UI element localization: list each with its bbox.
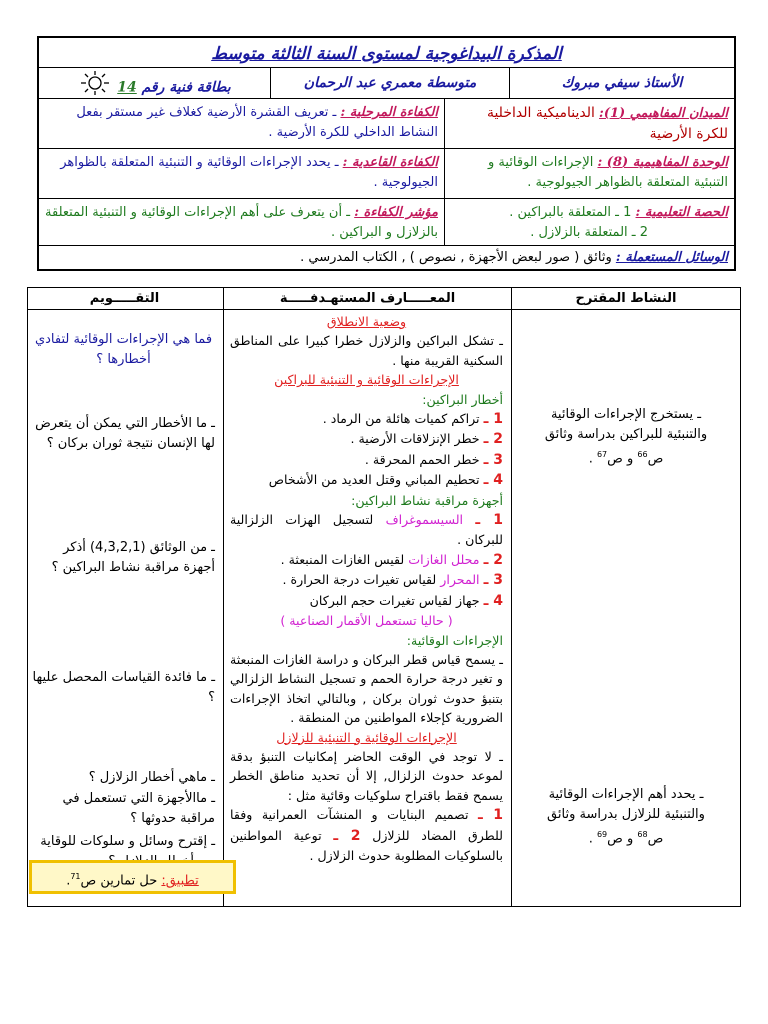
- activity-2-line-2: والتنبئية للزلازل بدراسة وثائق: [547, 807, 705, 822]
- danger-item-1: [230, 409, 503, 429]
- info-row: [39, 68, 734, 99]
- item-text: تراكم كميات هائلة من الرماد .: [322, 411, 480, 427]
- volcano-measures-title: الإجراءات الوقائية و التنبئية للبراكين: [274, 372, 459, 388]
- satellites-note: ( حاليا تستعمل الأقمار الصناعية ): [280, 613, 453, 629]
- item-text: جهاز لقياس تغيرات حجم البركان: [309, 592, 480, 608]
- teacher-name: الأستاذ سيفي مبروك: [509, 68, 734, 98]
- application-text: حل تمارين ص: [80, 873, 158, 889]
- page-number: 68: [637, 830, 648, 839]
- stage-competence-value: ـ تعريف القشرة الأرضية كغلاف غير مستقر بفعل النشاط الداخلي للكرة الأرضية .: [76, 105, 438, 140]
- field-row: [39, 99, 734, 149]
- base-competence-value: ـ يحدد الإجراءات الوقائية و التنبئية المتعلقة بالظواهر الجيولوجية .: [60, 155, 438, 190]
- preventive-title: الإجراءات الوقائية:: [406, 632, 503, 648]
- device-item-3: [230, 570, 503, 590]
- item-number: 2 ـ: [483, 431, 503, 448]
- device-name: السيسموغراف: [385, 512, 464, 528]
- page-number: 69: [596, 830, 608, 839]
- activity-1-pages: [522, 445, 730, 469]
- item-number: 1 ـ: [475, 512, 503, 529]
- device-item-4: [230, 591, 503, 611]
- table-header-row: [28, 288, 740, 310]
- page-end: .: [588, 451, 597, 467]
- eval-question-4: ـ ما فائدة القياسات المحصل عليها ؟: [32, 670, 215, 705]
- page-connector: و ص: [607, 451, 638, 467]
- header-table: [37, 36, 736, 271]
- session-line-2: 2 ـ المتعلقة بالزلازل .: [530, 225, 648, 240]
- sun-icon: [78, 70, 112, 98]
- activity-earthquakes: [522, 785, 730, 849]
- item-text: لقيس الغازات المنبعثة .: [280, 551, 405, 567]
- session-label: الحصة التعليمية :: [635, 205, 728, 220]
- base-competence-cell: [39, 149, 444, 198]
- item-number: 2 ـ: [333, 827, 361, 844]
- earthquake-text: ـ لا توجد في الوقت الحاضر إمكانيات التنبؤ بدقة لموعد حدوث الزلزال, إلا أن تحديد مناطق الخطر يسمح فقط باقتراح سلوكيات وقائية مثل :: [230, 748, 503, 803]
- evaluation-column: [26, 310, 223, 906]
- danger-item-3: [230, 450, 503, 470]
- item-number: 4 ـ: [483, 592, 503, 609]
- application-box: [29, 860, 236, 894]
- unit-row: [39, 149, 734, 199]
- lesson-table: [27, 287, 741, 907]
- indicator-label: مؤشر الكفاءة :: [354, 205, 438, 220]
- page-number: 67: [596, 450, 608, 459]
- field-value: الديناميكية الداخلية للكرة الأرضية: [486, 105, 728, 142]
- item-number: 1 ـ: [483, 411, 503, 428]
- eval-question-1: فما هي الإجراءات الوقائية لتفادي أخطارها ؟: [34, 332, 213, 367]
- device-item-2: [230, 550, 503, 570]
- page-prefix: ص: [647, 451, 664, 467]
- application-end: .: [66, 873, 71, 889]
- item-text: تحطيم المباني وقتل العديد من الأشخاص: [268, 472, 480, 488]
- item-text: تصميم البنايات و المنشآت العمرانية وفقا للطرق المضاد للزلازل: [230, 807, 504, 843]
- unit-label: الوحدة المفاهيمية (8) :: [597, 155, 728, 170]
- item-text: خطر الإنزلاقات الأرضية .: [350, 431, 480, 447]
- danger-item-4: [230, 470, 503, 490]
- activity-volcanoes: [522, 405, 730, 469]
- earthquake-measures-title: الإجراءات الوقائية و التنبئية للزلازل: [276, 729, 457, 745]
- page-title: المذكرة البيداغوجية لمستوى السنة الثالثة متوسط: [211, 44, 562, 64]
- card-cell: [39, 68, 270, 98]
- page-end: .: [588, 831, 597, 847]
- danger-item-2: [230, 429, 503, 449]
- item-text: لتسجيل الهزات الزلزالية للبركان .: [230, 512, 503, 548]
- eval-question-3: ـ من الوثائق (4,3,2,1) أذكر أجهزة مراقبة نشاط البراكين ؟: [51, 540, 215, 575]
- title-row: [39, 38, 734, 68]
- field-cell: [444, 99, 734, 148]
- item-number: 2 ـ: [483, 551, 503, 568]
- preventive-text: ـ يسمح قياس قطر البركان و دراسة الغازات المنبعثة و تغير درجة حرارة الحمم و تسجيل النشاط الزلزالي بتنبؤ حدوث ثوران بركان , وبالتالي اتخاذ الإجراءات الضرورية كإجلاء المواطنين من المنطقة .: [230, 651, 503, 726]
- item-number: 3 ـ: [483, 572, 503, 589]
- means-label: الوسائل المستعملة :: [615, 250, 728, 265]
- monitoring-devices-title: أجهزة مراقبة نشاط البراكين:: [351, 492, 503, 508]
- item-text: توعية المواطنين بالسلوكيات المطلوبة حدوث الزلازل .: [230, 827, 503, 863]
- device-name: المحرار: [440, 572, 480, 588]
- base-competence-label: الكفاءة القاعدية :: [342, 155, 438, 170]
- device-item-1: [230, 510, 503, 550]
- item-text: لقياس تغيرات درجة الحرارة .: [282, 572, 437, 588]
- school-name: متوسطة معمري عبد الرحمان: [270, 68, 509, 98]
- activity-2-pages: [522, 825, 730, 849]
- indicator-cell: [39, 199, 444, 245]
- start-situation-title: وضعية الانطلاق: [326, 314, 407, 329]
- application-page: 71: [70, 872, 81, 881]
- start-situation-text: ـ تشكل البراكين والزلازل خطرا كبيرا على المناطق السكنية القريبة منها .: [230, 333, 503, 368]
- means-value: وثائق ( صور لبعض الأجهزة , نصوص ) , الكتاب المدرسي .: [300, 250, 612, 265]
- application-label: تطبيق:: [161, 873, 199, 889]
- knowledge-column: [223, 310, 511, 906]
- item-number: 1 ـ: [478, 807, 503, 824]
- col-header-evaluation: التقـــــويم: [89, 291, 160, 306]
- col-header-knowledge: المعـــــارف المستهـدفـــــة: [223, 288, 511, 309]
- activity-1-line-1: ـ يستخرج الإجراءات الوقائية: [550, 407, 702, 422]
- eval-question-5: ـ ماهي أخطار الزلازل ؟: [88, 770, 215, 785]
- col-header-activity: النشاط المقترح: [511, 288, 740, 309]
- eval-question-7: ـ إقترح وسائل و سلوكات للوقاية: [40, 834, 215, 849]
- unit-value: الإجراءات الوقائية و التنبئية المتعلقة بالظواهر الجيولوجية .: [488, 155, 728, 190]
- activity-2-line-1: ـ يحدد أهم الإجراءات الوقائية: [548, 787, 704, 802]
- page-number: 66: [637, 450, 648, 459]
- stage-competence-label: الكفاءة المرحلية :: [340, 105, 438, 120]
- indicator-value: ـ أن يتعرف على أهم الإجراءات الوقائية و التنبئية المتعلقة بالزلازل و البراكين .: [45, 205, 438, 240]
- means-cell: [39, 246, 734, 270]
- means-row: [39, 246, 734, 270]
- activity-column: [511, 310, 740, 906]
- volcano-dangers-title: أخطار البراكين:: [422, 391, 503, 407]
- item-text: خطر الحمم المحرقة .: [364, 451, 480, 467]
- activity-1-line-2: والتنبئية للبراكين بدراسة وثائق: [544, 427, 708, 442]
- card-label: بطاقة فنية رقم: [141, 79, 231, 96]
- item-number: 4 ـ: [483, 472, 503, 489]
- unit-cell: [444, 149, 734, 198]
- field-label: الميدان المفاهيمي (1):: [599, 106, 728, 121]
- session-cell: [444, 199, 734, 245]
- eval-question-6: ـ ماالأجهزة التي تستعمل في مراقبة حدوثها ؟: [62, 791, 215, 826]
- session-row: [39, 199, 734, 246]
- page-prefix: ص: [647, 831, 664, 847]
- card-number: 14: [117, 79, 137, 96]
- device-name: محلل الغازات: [408, 551, 480, 567]
- session-line-1: 1 ـ المتعلقة بالبراكين .: [509, 205, 632, 220]
- earthquake-measures-list: [230, 805, 503, 865]
- page-connector: و ص: [607, 831, 638, 847]
- item-number: 3 ـ: [483, 451, 503, 468]
- eval-question-2: ـ ما الأخطار التي يمكن أن يتعرض لها الإنسان نتيجة ثوران بركان ؟: [35, 416, 215, 451]
- stage-competence-cell: [39, 99, 444, 148]
